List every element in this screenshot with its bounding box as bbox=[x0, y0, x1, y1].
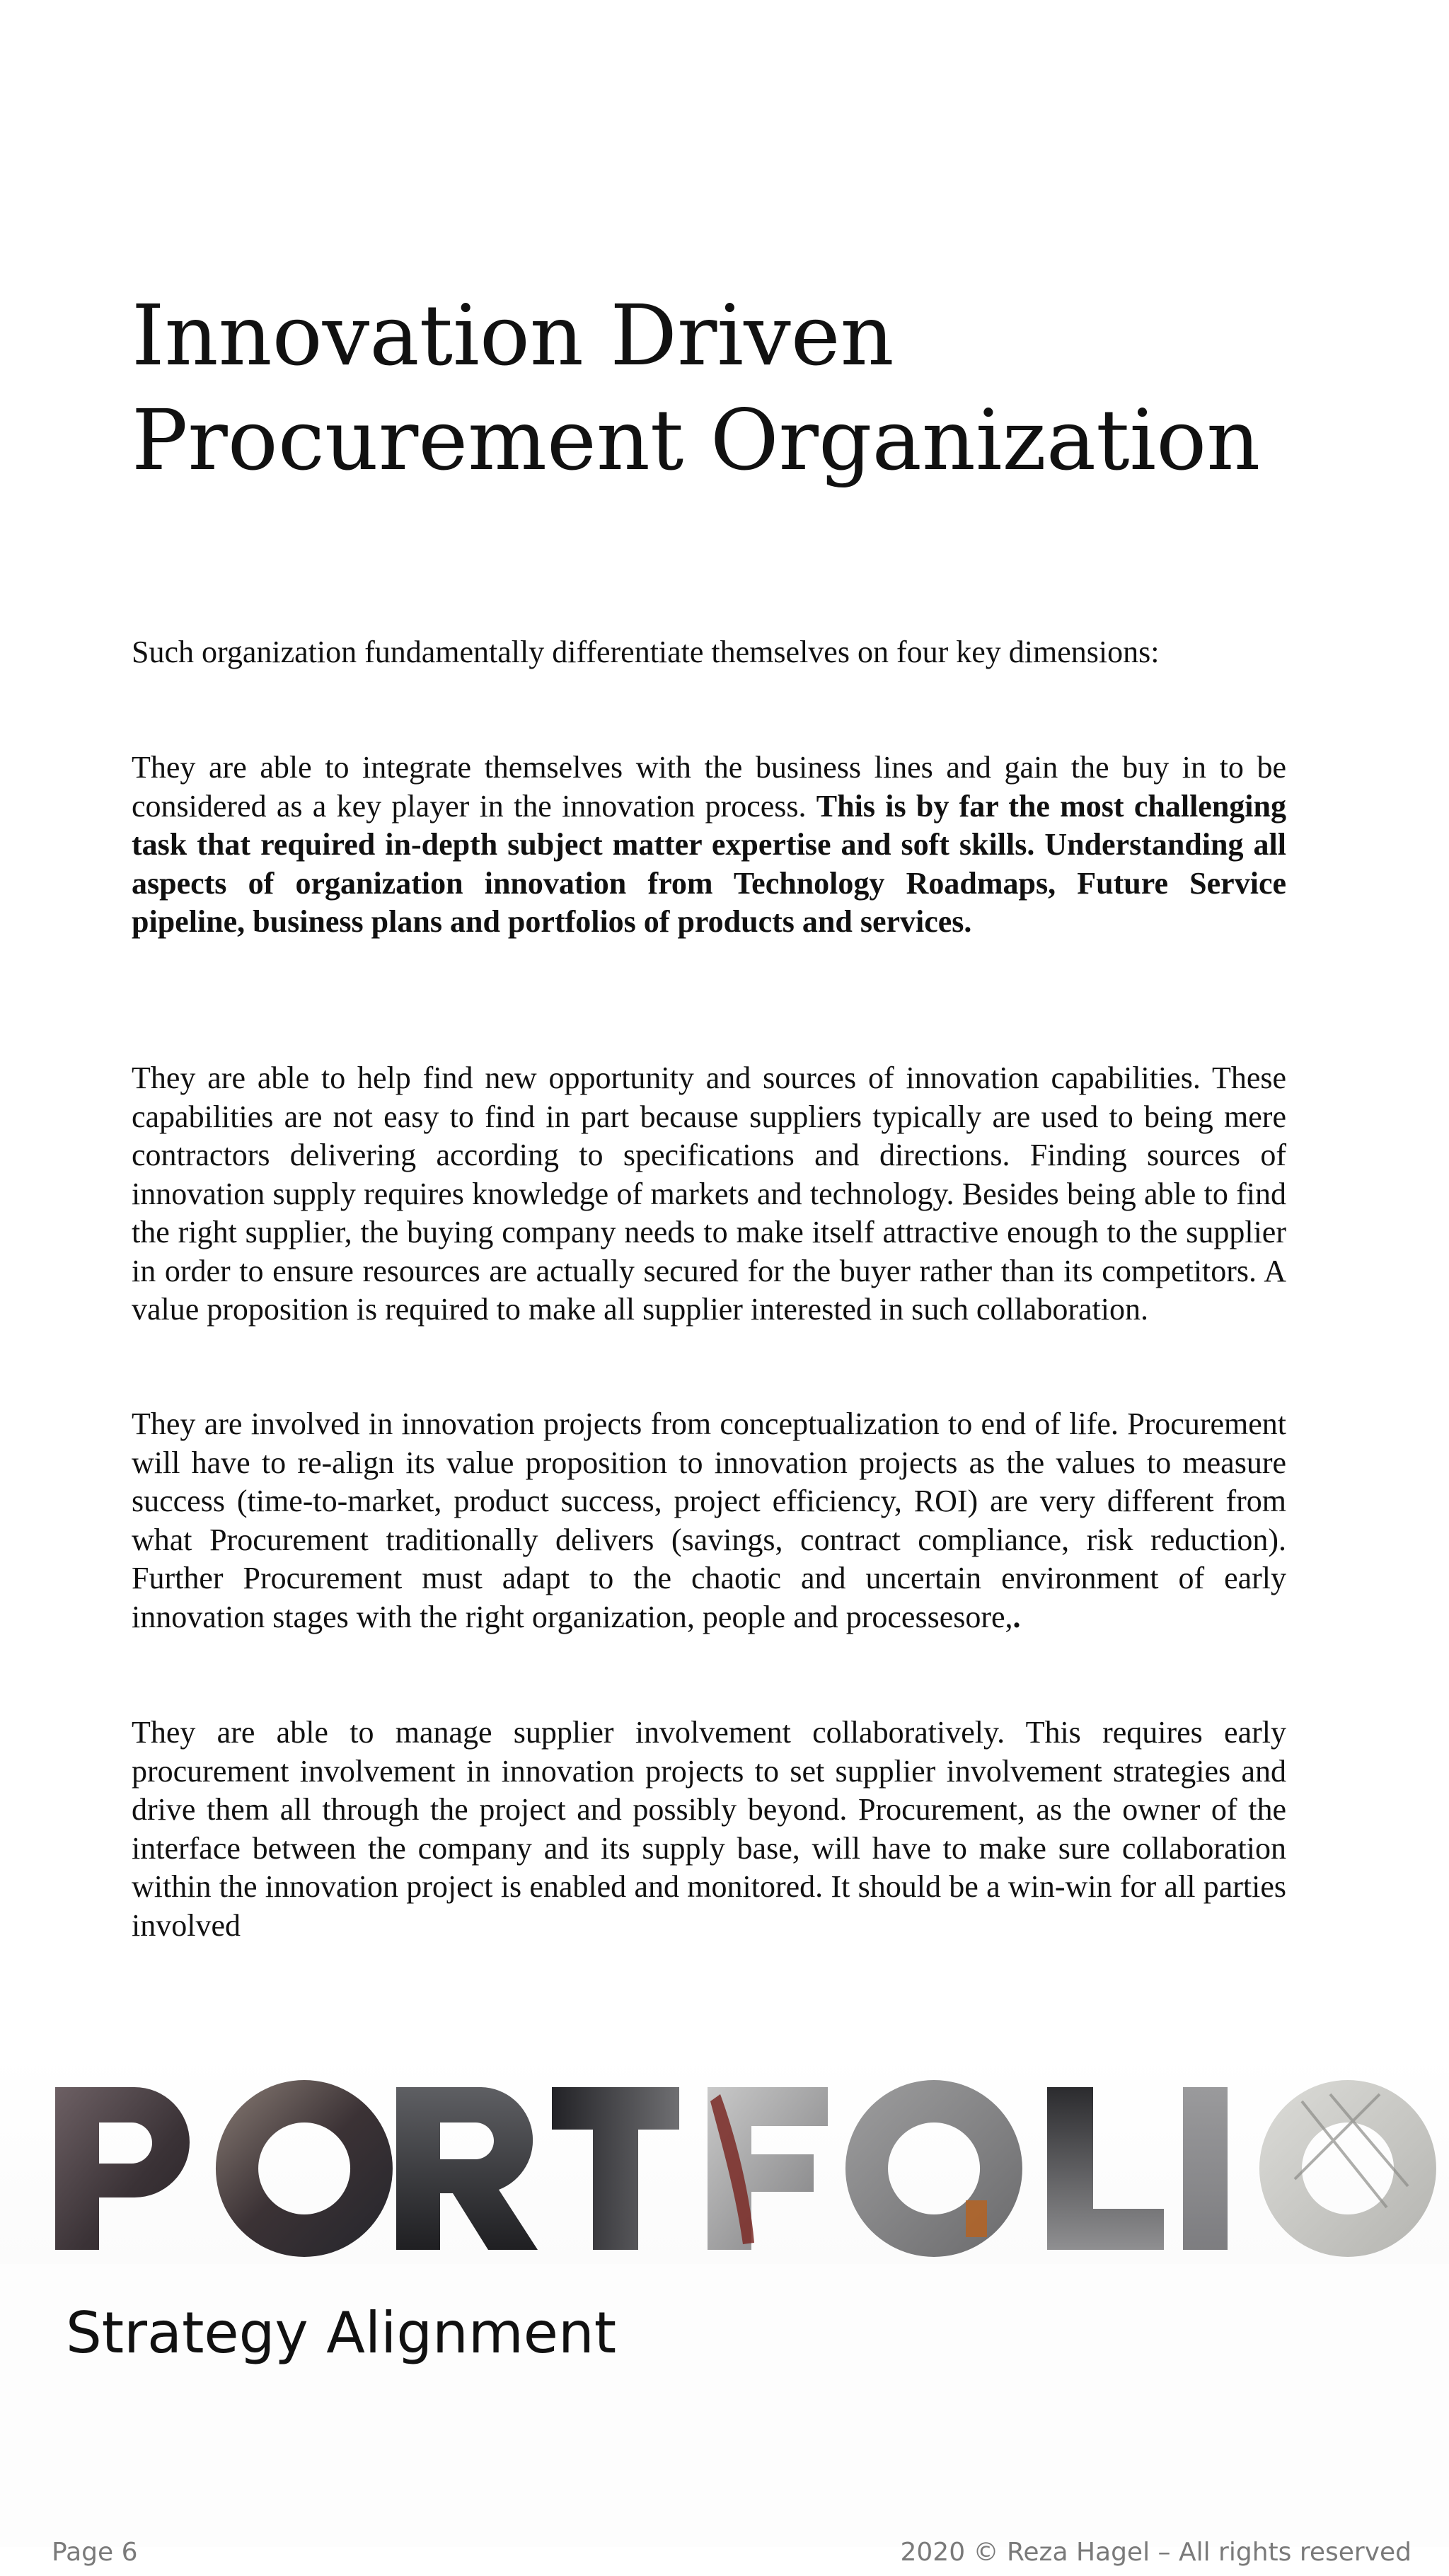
page-number: Page 6 bbox=[52, 2538, 138, 2567]
paragraph-2-text: They are able to help find new opportunity and sources of innovation capabilities. These capabilities are not easy to find in part because suppliers typically are used to being mere contractors delivering according to specifications and directions. Finding sources of innovation supply requires knowledge of markets and technology. Besides being able to find the right supplier, the buying company needs to make itself attractive enough to the supplier in order to ensure resources are actually secured for the buyer rather than its competitors. A value proposition is required to make all supplier interested in such collaboration. bbox=[132, 1061, 1286, 1327]
paragraph-3-regular: They are involved in innovation projects from conceptualization to end of life. Procurement will have to re-align its value proposition to innovation projects as the values to measure success (time-to-market, product success, project efficiency, ROI) are very different from what Procurement traditionally delivers (savings, contract compliance, risk reduction). Further Procurement must adapt to the chaotic and uncertain environment of early innovation stages with the right organization, people and processesore, bbox=[132, 1407, 1286, 1634]
paragraph-1-text bbox=[132, 749, 1286, 942]
portfolio-banner-graphic bbox=[0, 2052, 1449, 2264]
banner-letter-i bbox=[1183, 2087, 1228, 2250]
banner-letter-o-2 bbox=[845, 2080, 1022, 2257]
banner-letter-t bbox=[552, 2087, 679, 2250]
banner-letter-o bbox=[216, 2080, 393, 2257]
banner-letter-p bbox=[55, 2087, 190, 2250]
dimension-paragraph-3 bbox=[132, 1405, 1286, 1636]
banner-letter-o-3 bbox=[1259, 2080, 1436, 2257]
paragraph-1-regular: They are able to integrate themselves with the business lines and gain the buy in to be considered as a key player in the innovation process. bbox=[132, 750, 1286, 824]
portfolio-banner bbox=[0, 2052, 1449, 2264]
paragraph-3-text bbox=[132, 1405, 1286, 1636]
paragraph-3-bold-end: . bbox=[1012, 1599, 1021, 1634]
page-title bbox=[132, 283, 1334, 492]
intro-paragraph bbox=[132, 633, 1286, 672]
dimension-paragraph-2 bbox=[132, 1059, 1286, 1329]
dimension-paragraph-4 bbox=[132, 1714, 1286, 1945]
title-line-1: Innovation Driven bbox=[132, 287, 894, 384]
banner-subtitle: Strategy Alignment bbox=[66, 2300, 617, 2366]
copyright-notice: 2020 © Reza Hagel – All rights reserved bbox=[900, 2538, 1412, 2567]
paragraph-1-bold: This is by far the most challenging task that required in-depth subject matter expertise and soft skills. Understanding all aspects of organization innovation from Technology Roadmaps, Future Service pipeline, business plans and portfolios of products and services. bbox=[132, 788, 1286, 939]
dimension-paragraph-1 bbox=[132, 749, 1286, 942]
intro-text: Such organization fundamentally differentiate themselves on four key dimensions: bbox=[132, 635, 1160, 669]
paragraph-4-text: They are able to manage supplier involvement collaboratively. This requires early procurement involvement in innovation projects to set supplier involvement strategies and drive them all through the project and possibly beyond. Procurement, as the owner of the interface between the company and its supply base, will have to make sure collaboration within the innovation project is enabled and monitored. It should be a win-win for all parties involved bbox=[132, 1715, 1286, 1943]
banner-letter-r bbox=[396, 2087, 538, 2250]
banner-letter-f bbox=[708, 2087, 828, 2250]
banner-letter-l bbox=[1047, 2087, 1164, 2250]
title-line-2: Procurement Organization bbox=[132, 391, 1261, 489]
